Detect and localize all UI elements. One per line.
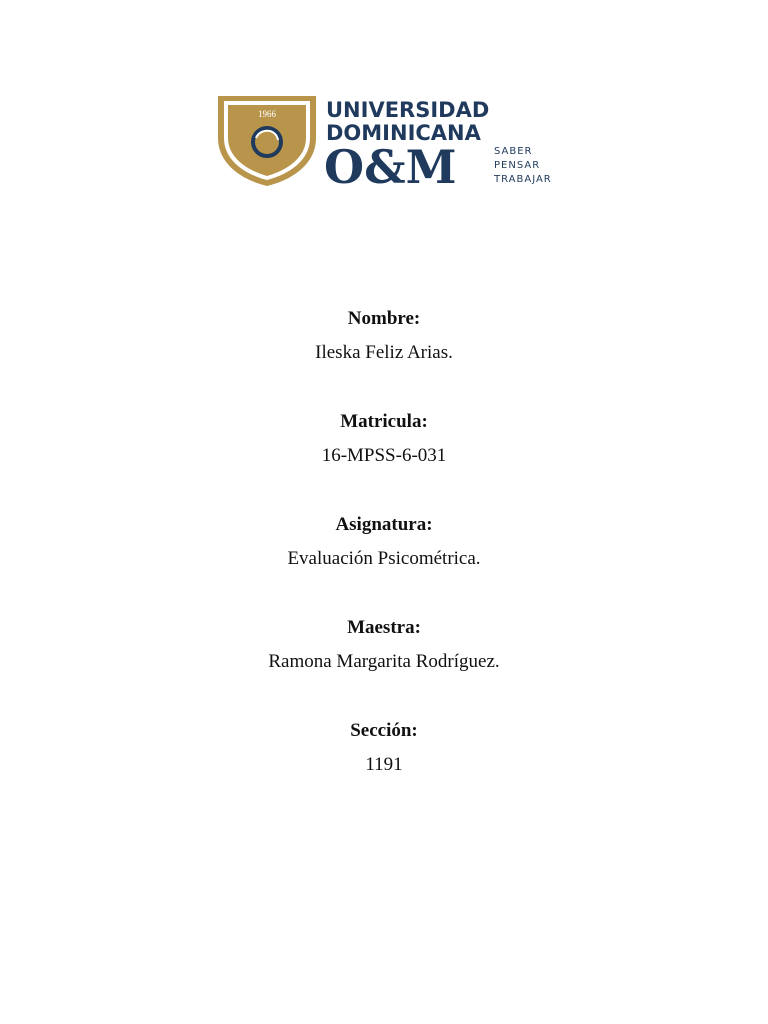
university-logo-graphic	[216, 90, 556, 188]
shield-emblem	[218, 96, 316, 186]
field-seccion	[0, 718, 768, 821]
field-nombre	[0, 306, 768, 409]
field-label: Nombre:	[347, 308, 421, 329]
motto-line-3: TRABAJAR	[494, 174, 552, 185]
logo-line-1: UNIVERSIDAD	[326, 98, 490, 122]
motto-line-1: SABER	[494, 146, 533, 157]
university-logo	[216, 90, 556, 188]
motto-line-2: PENSAR	[494, 160, 541, 171]
field-value: Ileska Feliz Arias.	[315, 342, 453, 363]
field-asignatura	[0, 512, 768, 615]
logo-line-2: DOMINICANA	[326, 121, 481, 145]
field-label: Asignatura:	[335, 514, 433, 535]
field-value: Evaluación Psicométrica.	[287, 548, 481, 569]
field-matricula	[0, 409, 768, 512]
field-value: Ramona Margarita Rodríguez.	[268, 651, 500, 672]
seal-year: 1966	[258, 109, 276, 119]
field-maestra	[0, 615, 768, 718]
field-label: Maestra:	[347, 617, 421, 638]
logo-mark: O&M	[324, 140, 457, 188]
field-label: Matricula:	[340, 411, 428, 432]
field-label: Sección:	[350, 720, 418, 741]
field-value: 16-MPSS-6-031	[321, 445, 447, 466]
student-info	[0, 306, 768, 821]
field-value: 1191	[365, 754, 403, 775]
